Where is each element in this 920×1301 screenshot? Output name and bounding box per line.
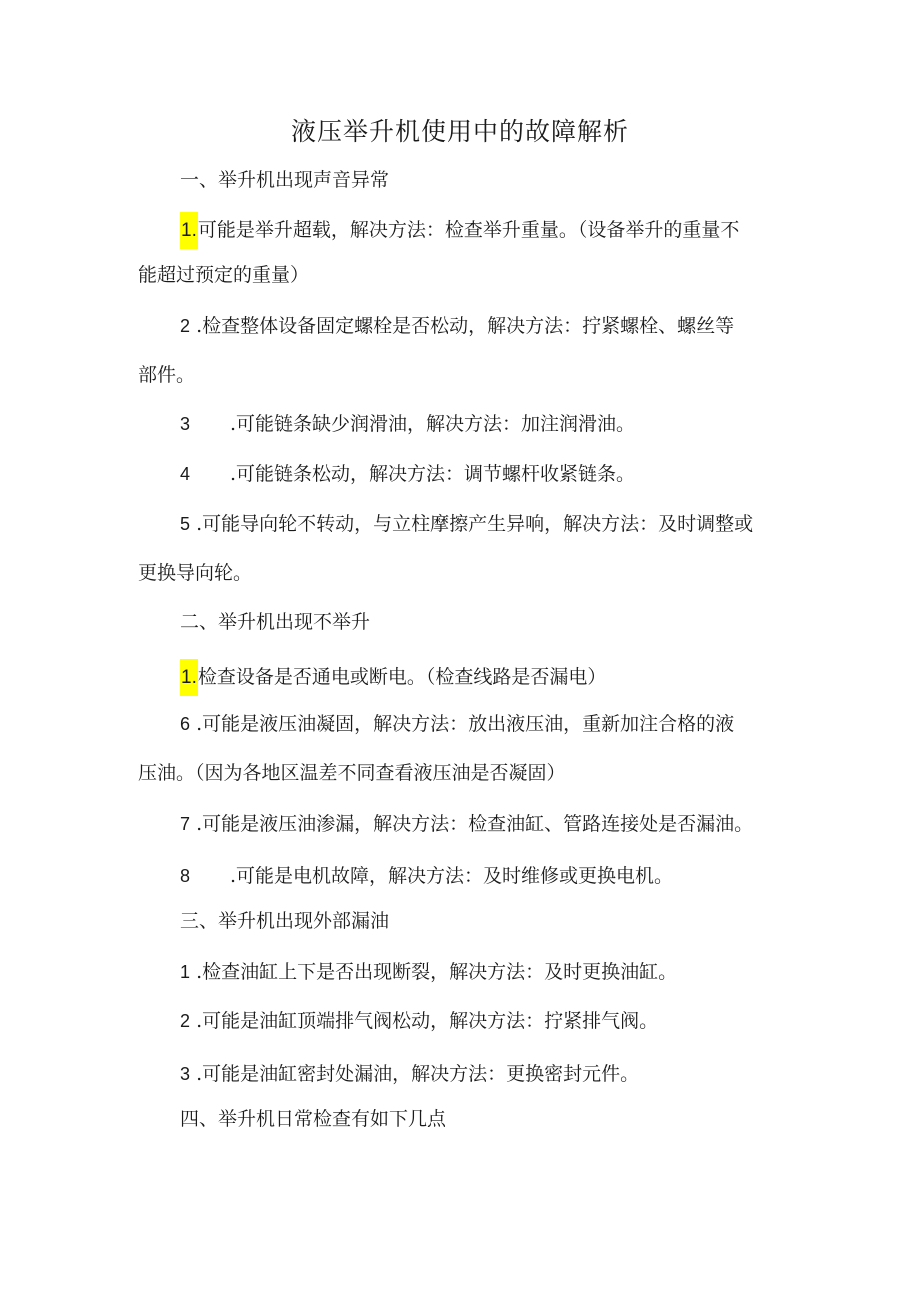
list-item: 2 .检查整体设备固定螺栓是否松动，解决方法：拧紧螺栓、螺丝等 (180, 315, 735, 337)
list-item: 8 .可能是电机故障，解决方法：及时维修或更换电机。 (180, 865, 674, 887)
list-item: 5 .可能导向轮不转动，与立柱摩擦产生异响，解决方法：及时调整或 (180, 513, 754, 535)
document-title: 液压举升机使用中的故障解析 (290, 117, 629, 146)
list-item: 2 .可能是油缸顶端排气阀松动，解决方法：拧紧排气阀。 (180, 1010, 659, 1032)
list-item-continuation: 能超过预定的重量） (138, 264, 310, 286)
list-item-continuation: 压油。（因为各地区温差不同查看液压油是否凝固） (138, 762, 566, 784)
list-item: 1 .检查油缸上下是否出现断裂，解决方法：及时更换油缸。 (180, 961, 678, 983)
list-item: 3 .可能是油缸密封处漏油，解决方法：更换密封元件。 (180, 1063, 640, 1085)
list-item: 1.可能是举升超载，解决方法：检查举升重量。（设备举升的重量不 (180, 212, 739, 249)
section-heading: 一、举升机出现声音异常 (180, 169, 390, 191)
list-item: 1.检查设备是否通电或断电。（检查线路是否漏电） (180, 659, 606, 696)
list-item-continuation: 部件。 (138, 364, 196, 386)
section-heading: 二、举升机出现不举升 (180, 611, 371, 633)
highlighted-number: 1. (180, 659, 198, 696)
list-item: 4 .可能链条松动，解决方法：调节螺杆收紧链条。 (180, 463, 636, 485)
highlighted-number: 1. (180, 212, 198, 249)
section-heading: 四、举升机日常检查有如下几点 (180, 1108, 447, 1130)
section-heading: 三、举升机出现外部漏油 (180, 910, 390, 932)
list-item: 7 .可能是液压油渗漏，解决方法：检查油缸、管路连接处是否漏油。 (180, 813, 754, 835)
list-item: 3 .可能链条缺少润滑油，解决方法：加注润滑油。 (180, 413, 636, 435)
list-item: 6 .可能是液压油凝固，解决方法：放出液压油，重新加注合格的液 (180, 713, 735, 735)
list-item-continuation: 更换导向轮。 (138, 562, 253, 584)
